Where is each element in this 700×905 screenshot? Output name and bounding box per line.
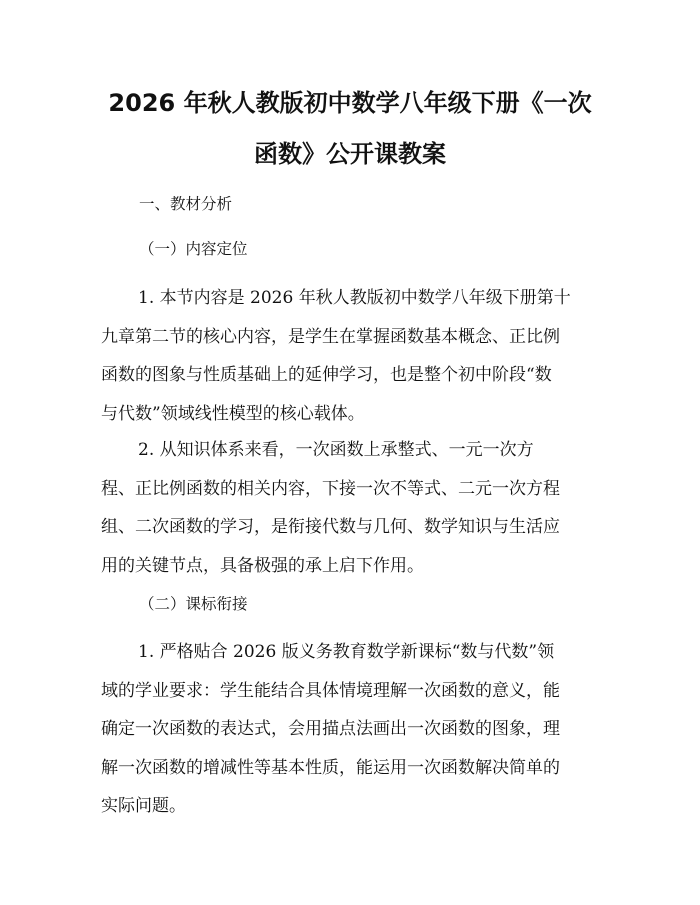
paragraph-line: 1. 本节内容是 2026 年秋人教版初中数学八年级下册第十 [138, 288, 571, 308]
paragraph-line: 2. 从知识体系来看，一次函数上承整式、一元一次方 [138, 440, 534, 460]
paragraph-line: 确定一次函数的表达式，会用描点法画出一次函数的图象，理 [101, 719, 560, 739]
paragraph-line: 1. 严格贴合 2026 版义务教育数学新课标“数与代数”领 [138, 642, 555, 662]
paragraph-line: 实际问题。 [101, 796, 186, 816]
paragraph-line: 函数的图象与性质基础上的延伸学习，也是整个初中阶段“数 [101, 365, 552, 385]
subsection-heading-content-positioning: （一）内容定位 [139, 240, 248, 258]
paragraph-curriculum-1 [101, 633, 601, 826]
paragraph-line: 用的关键节点，具备极强的承上启下作用。 [101, 555, 424, 576]
paragraph-line: 程、正比例函数的相关内容，下接一次不等式、二元一次方程 [101, 478, 560, 499]
subsection-heading-curriculum-alignment: （二）课标衔接 [139, 595, 248, 613]
paragraph-content-2 [101, 431, 601, 585]
title-line-1: 2026 年秋人教版初中数学八年级下册《一次 [108, 89, 592, 117]
paragraph-content-1 [101, 279, 601, 433]
title-line-2: 函数》公开课教案 [254, 140, 446, 168]
paragraph-line: 解一次函数的增减性等基本性质，能运用一次函数解决简单的 [101, 757, 560, 778]
paragraph-line: 组、二次函数的学习，是衔接代数与几何、数学知识与生活应 [101, 517, 560, 537]
section-heading-textbook-analysis: 一、教材分析 [139, 195, 233, 213]
paragraph-line: 九章第二节的核心内容，是学生在掌握函数基本概念、正比例 [101, 326, 560, 347]
paragraph-line: 与代数”领域线性模型的核心载体。 [101, 403, 365, 424]
document-title [88, 78, 612, 180]
paragraph-line: 域的学业要求：学生能结合具体情境理解一次函数的意义，能 [101, 680, 560, 701]
